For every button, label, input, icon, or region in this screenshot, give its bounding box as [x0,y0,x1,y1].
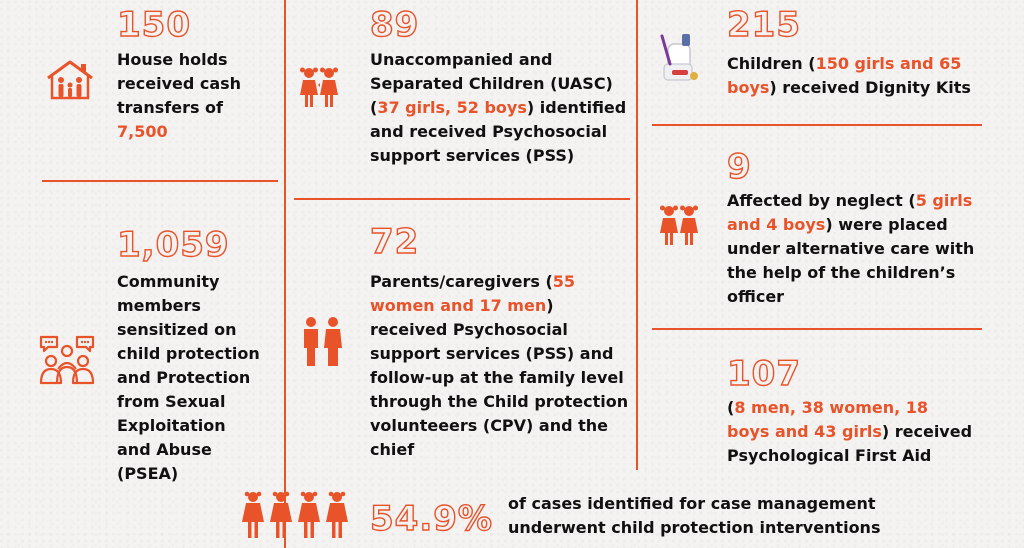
uasc-line1: Unaccompanied and [370,50,553,69]
cases-text [508,492,1008,540]
children-pair-icon [656,203,702,247]
divider-horizontal-mid [294,198,630,200]
households-line3: transfers of [117,98,223,117]
divider-horizontal-right-top [652,124,982,126]
parents-highlight1: 55 [552,272,576,291]
dignity-kits-text: Children (150 girls and 65 boys) received Dignity Kits [727,54,971,97]
first-aid-number: 107 [727,354,801,394]
uasc-line5: support services (PSS) [370,146,575,165]
neglect-line4: the help of the children’s [727,263,956,282]
neglect-text: Affected by neglect (5 girls and 4 boys) were placed under alternative care with the help of the children’s officer [727,189,1012,309]
cases-line2: underwent child protection interventions [508,518,881,537]
children-pair-icon [296,65,342,109]
dignity-kit-icon [654,30,702,88]
parents-number: 72 [370,222,420,262]
households-number: 150 [117,5,191,45]
first-aid-highlight1: 8 men, 38 women, 18 [734,398,929,417]
house-family-icon [44,60,96,100]
parents-text: Parents/caregivers (55 women and 17 men) received Psychosocial support services (PSS) and follow-up at the family level through the Child protection volunteeers (CPV) and the chief [370,272,629,459]
cases-number: 54.9% [370,499,493,539]
community-chat-icon [38,333,96,385]
first-aid-text: (8 men, 38 women, 18 boys and 43 girls) received Psychological First Aid [727,396,1012,468]
cases-line1: of cases identified for case management [508,494,876,513]
neglect-line5: officer [727,287,785,306]
divider-horizontal-left [42,180,278,182]
uasc-line4: and received Psychosocial [370,122,608,141]
households-amount: 7,500 [117,122,168,141]
community-text: Community members sensitized on child protection and Protection from Sexual Exploitation and Abuse (PSEA) [117,272,260,483]
community-number: 1,059 [117,225,230,265]
neglect-highlight1: 5 girls [915,191,973,210]
first-aid-line3: Psychological First Aid [727,446,932,465]
divider-vertical-left [284,0,286,548]
first-aid-highlight2: boys and 43 girls [727,422,882,441]
parents-highlight2: women and 17 men [370,296,547,315]
uasc-text [370,48,632,168]
dignity-kits-highlight2: boys [727,78,770,97]
uasc-number: 89 [370,5,420,45]
divider-horizontal-right-mid [652,328,982,330]
divider-vertical-right [636,0,638,470]
dignity-kits-number: 215 [727,5,801,45]
adults-pair-icon [298,316,346,368]
dignity-kits-highlight1: 150 girls and 65 [815,54,962,73]
neglect-highlight2: and 4 boys [727,215,826,234]
households-line2: received cash [117,74,242,93]
family-group-icon [238,490,354,542]
uasc-line2: Separated Children (UASC) [370,74,613,93]
neglect-line3: under alternative care with [727,239,975,258]
uasc-highlight: 37 girls, 52 boys [377,98,527,117]
uasc-line3: (37 girls, 52 boys) identified [370,98,627,117]
neglect-number: 9 [727,147,752,187]
households-text [117,48,277,144]
households-line1: House holds [117,50,228,69]
